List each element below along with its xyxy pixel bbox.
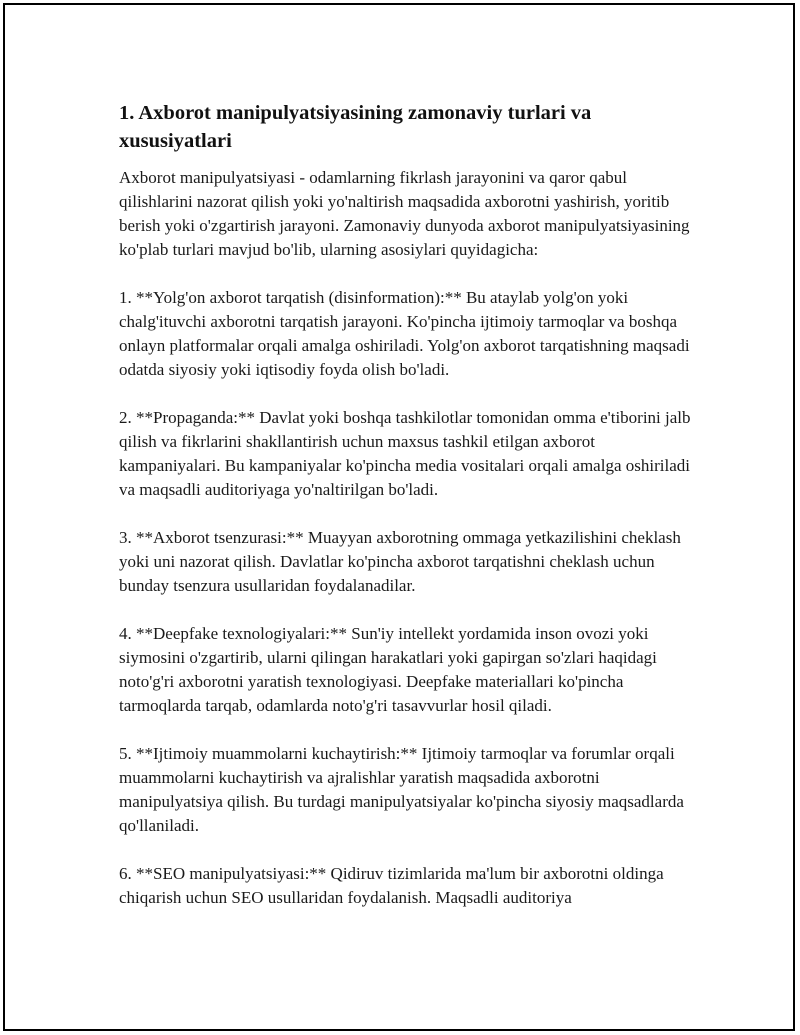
list-item-propaganda: 2. **Propaganda:** Davlat yoki boshqa tashkilotlar tomonidan omma e'tiborini jalb qilish va fikrlarini shakllantirish uchun maxsus tashkil etilgan axborot kampaniyalari. Bu kampaniyalar ko'pincha media vositalari orqali amalga oshiriladi va maqsadli auditoriyaga yo'naltirilgan bo'ladi. [119, 408, 691, 499]
list-item-deepfake: 4. **Deepfake texnologiyalari:** Sun'iy intellekt yordamida inson ovozi yoki siymosini o'zgartirib, ularni qilingan harakatlari yoki gapirgan so'zlari haqidagi noto'g'ri axborotni yaratish texnologiyasi. Deepfake materiallari ko'pincha tarmoqlarda tarqab, odamlarda noto'g'ri tasavvurlar hosil qiladi. [119, 624, 657, 715]
section-heading: 1. Axborot manipulyatsiyasining zamonaviy turlari va xususiyatlari [119, 102, 592, 152]
list-item-social-issues: 5. **Ijtimoiy muammolarni kuchaytirish:** Ijtimoiy tarmoqlar va forumlar orqali muammolarni kuchaytirish va ajralishlar yaratish maqsadida axborotni manipulyatsiya qilish. Bu turdagi manipulyatsiyalar ko'pincha siyosiy maqsadlarda qo'llaniladi. [119, 744, 684, 835]
document-body [119, 99, 694, 934]
page-frame [3, 3, 795, 1031]
list-item-seo: 6. **SEO manipulyatsiyasi:** Qidiruv tizimlarida ma'lum bir axborotni oldinga chiqarish uchun SEO usullaridan foydalanish. Maqsadli auditoriya [119, 864, 664, 907]
list-item-censorship: 3. **Axborot tsenzurasi:** Muayyan axborotning ommaga yetkazilishini cheklash yoki uni nazorat qilish. Davlatlar ko'pincha axborot tarqatishni cheklash uchun bunday tsenzura usullaridan foydalanadilar. [119, 528, 681, 595]
list-item-disinformation: 1. **Yolg'on axborot tarqatish (disinformation):** Bu ataylab yolg'on yoki chalg'ituvchi axborotni tarqatish jarayoni. Ko'pincha ijtimoiy tarmoqlar va boshqa onlayn platformalar orqali amalga oshiriladi. Yolg'on axborot tarqatishning maqsadi odatda siyosiy yoki iqtisodiy foyda olish bo'ladi. [119, 288, 690, 379]
intro-paragraph: Axborot manipulyatsiyasi - odamlarning fikrlash jarayonini va qaror qabul qilishlarini nazorat qilish yoki yo'naltirish maqsadida axborotni yashirish, yoritib berish yoki o'zgartirish jarayoni. Zamonaviy dunyoda axborot manipulyatsiyasining ko'plab turlari mavjud bo'lib, ularning asosiylari quyidagicha: [119, 168, 690, 259]
